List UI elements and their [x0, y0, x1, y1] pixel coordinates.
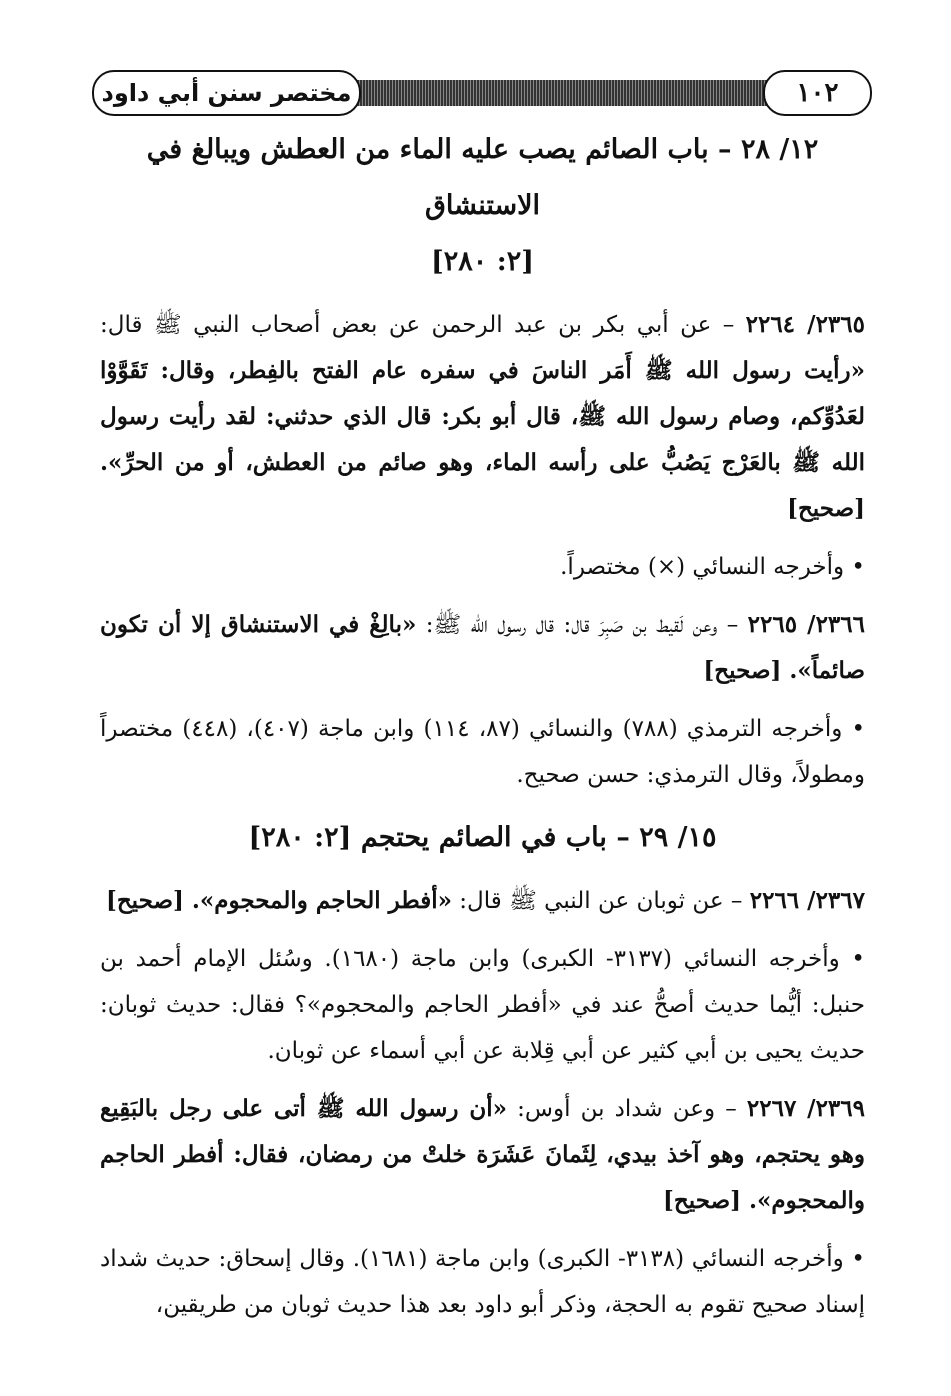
- hadith-number: ٢٣٦٧/ ٢٢٦٦: [749, 887, 865, 914]
- hadith-text: «أن رسول الله ﷺ أتى على رجل بالبَقِيع وهو يحتجم، وهو آخذ بيدي، لِثَمانَ عَشَرَة خلتْ من رمضان، فقال: أفطر الحاجم والمحجوم».: [100, 1095, 865, 1214]
- hadith-intro: – وعن لَقيط بن صَبِرَ قال: قال رسول الله ﷺ:: [416, 612, 748, 638]
- hadith: [100, 878, 865, 924]
- hadith-text: «أفطر الحاجم والمحجوم».: [183, 887, 452, 914]
- hadith-note: • وأخرجه النسائي (٣١٣٧- الكبرى) وابن ماجة (١٦٨٠). وسُئل الإمام أحمد بن حنبل: أيُّما حديث أصحُّ عند في «أفطر الحاجم والمحجوم»؟ فقال: حديث ثوبان: حديث يحيى بن أبي كثير عن أبي قِلابة عن أبي أسماء عن ثوبان.: [100, 946, 866, 1064]
- section-heading-ref: [٢: ٢٨٠]: [431, 246, 534, 277]
- section-heading: ١٥/ ٢٩ – باب في الصائم يحتجم [٢: ٢٨٠]: [248, 822, 717, 853]
- hadith-intro: – عن أبي بكر بن عبد الرحمن عن بعض أصحاب النبي ﷺ قال:: [100, 312, 746, 338]
- page-number: ١٠٢: [763, 70, 872, 116]
- header-decorative-bar: [342, 80, 777, 106]
- page-body: [100, 118, 865, 1340]
- section-heading: [100, 122, 865, 290]
- hadith-number: ٢٣٦٦/ ٢٢٦٥: [747, 611, 865, 638]
- hadith-note: • وأخرجه النسائي (×) مختصراً.: [560, 554, 865, 580]
- hadith-note: • وأخرجه الترمذي (٧٨٨) والنسائي (٨٧، ١١٤) وابن ماجة (٤٠٧)، (٤٤٨) مختصراً ومطولاً، وقال الترمذي: حسن صحيح.: [100, 716, 866, 788]
- hadith-note: • وأخرجه النسائي (٣١٣٨- الكبرى) وابن ماجة (١٦٨١). وقال إسحاق: حديث شداد إسناد صحيح تقوم به الحجة، وذكر أبو داود بعد هذا حديث ثوبان من طريقين،: [100, 1246, 865, 1318]
- hadith-grade: [صحيح]: [787, 495, 865, 522]
- hadith-intro: – وعن شداد بن أوس:: [507, 1096, 747, 1122]
- hadith-number: ٢٣٦٥/ ٢٢٦٤: [745, 311, 865, 338]
- hadith: [100, 302, 865, 532]
- hadith-grade: [صحيح]: [663, 1187, 741, 1214]
- page-header: [92, 66, 872, 118]
- hadith-intro: – عن ثوبان عن النبي ﷺ قال:: [452, 888, 750, 914]
- book-title: مختصر سنن أبي داود: [92, 70, 361, 116]
- hadith-number: ٢٣٦٩/ ٢٢٦٧: [746, 1095, 865, 1122]
- hadith: [100, 1086, 865, 1224]
- hadith-grade: [صحيح]: [703, 657, 782, 684]
- hadith-text: «بالِغْ في الاستنشاق إلا أن تكون صائماً».: [100, 611, 865, 684]
- hadith-text: «رأيت رسول الله ﷺ أَمَر الناسَ في سفره عام الفتح بالفِطر، وقال: تَقَوَّوْا لعَدُوِّكم، وصام رسول الله ﷺ، قال أبو بكر: قال الذي حدثني: لقد رأيت رسول الله ﷺ بالعَرْج يَصُبُّ على رأسه الماء، وهو صائم من العطش، أو من الحرِّ».: [100, 357, 865, 476]
- section-heading-title: ١٢/ ٢٨ – باب الصائم يصب عليه الماء من العطش ويبالغ في الاستنشاق: [146, 134, 819, 221]
- hadith-grade: [صحيح]: [105, 887, 184, 914]
- hadith: [100, 602, 865, 694]
